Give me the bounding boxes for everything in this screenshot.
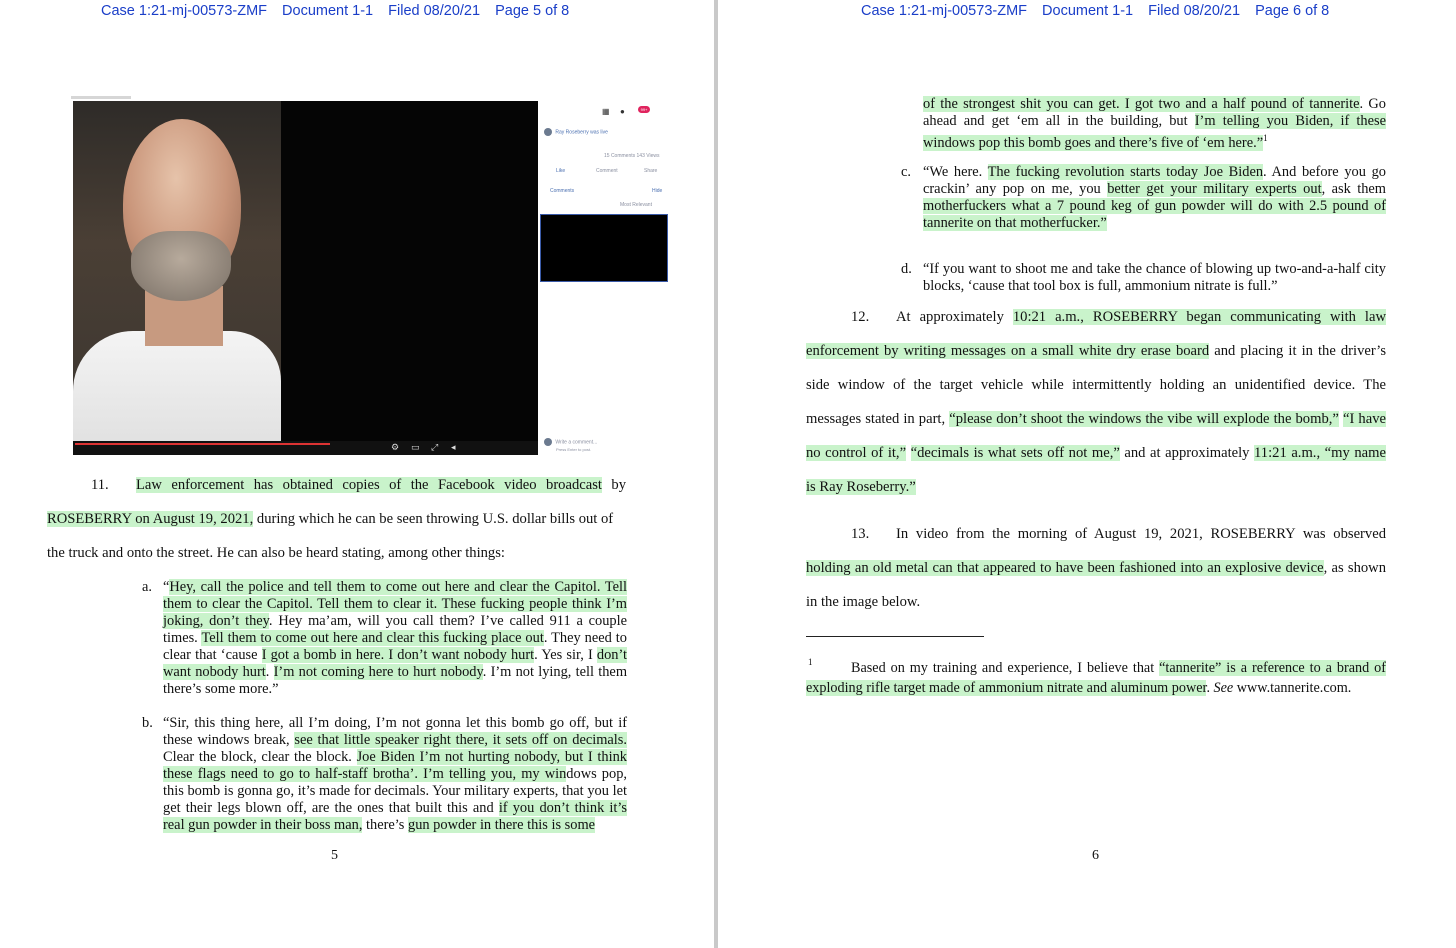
quote-d-body: “If you want to shoot me and take the chance of blowing up two-and-a-half city blocks, ‘cause that tool box is full, ammonium nitrate is full.” (923, 261, 1386, 294)
highlight: “tannerite” is a reference to a brand of (1159, 660, 1386, 676)
text: . Hey ma’am, will you call them? I’ve called 911 a couple times. (163, 613, 627, 646)
fb-comment-button: Comment (596, 168, 618, 174)
notification-badge: 99+ (638, 106, 650, 113)
filed-date: Filed 08/20/21 (1148, 3, 1241, 19)
page-number: 6 (1092, 848, 1099, 863)
highlight: Tell them to come out here and clear this fucking place out (201, 630, 544, 646)
highlight: see that little speaker right there, it sets off on decimals. (294, 732, 628, 748)
text: At approximately (896, 309, 1004, 325)
captions-icon: ▭ (411, 443, 420, 453)
text: messages stated in part, (806, 411, 950, 427)
page-header (101, 3, 580, 19)
highlight: if you don’t think it’s real gun powder in their boss man, (163, 800, 627, 833)
fullscreen-icon: ⤢ (431, 443, 439, 453)
text: . I’m not lying, tell them there’s some more.” (163, 664, 628, 697)
text: there’s (362, 817, 408, 833)
footnote-line-1 (851, 660, 1386, 677)
quote-d-label: d. (901, 261, 912, 277)
highlight: don’t want nobody hurt (163, 647, 627, 680)
highlight: better get your military experts out (1107, 181, 1322, 197)
para-12-line-2 (806, 343, 1386, 360)
highlight: Hey, call the police and tell them to come out here and clear the Capitol. Tell them to clear the Capitol. Tell them to clear it. These fucking people think I’m joking, don’t they (163, 579, 627, 629)
para-11-line-2 (47, 511, 613, 528)
text: . Go ahead and get ‘em all in the building, but (923, 96, 1386, 129)
text: . They need to clear that ‘cause (163, 630, 627, 663)
video-controls-bar (73, 441, 538, 455)
para-11-line-3: the truck and onto the street. He can also be heard stating, among other things: (47, 545, 505, 561)
footnote-separator (806, 636, 984, 637)
quote-b-body (163, 715, 627, 834)
text: . And before you go crackin’ any pop on me, you (923, 164, 1387, 197)
text: “Sir, this thing here, all I’m doing, I’m not gonna let this bomb go off, but if these windows break, (163, 715, 627, 748)
text: “ (163, 579, 170, 595)
para-13-number: 13. (851, 526, 870, 542)
page-number: 5 (331, 848, 338, 863)
para-12-line-6 (806, 479, 916, 496)
messenger-icon: ● (620, 107, 625, 116)
text: Based on my training and experience, I believe that (851, 660, 1160, 676)
facebook-video-screenshot (71, 96, 663, 460)
highlight: “decimals is what sets off not me,” (910, 445, 1120, 461)
quote-b-label: b. (142, 715, 153, 731)
see-signal: See (1213, 680, 1234, 696)
highlight: The fucking revolution starts today Joe Biden (987, 164, 1264, 180)
highlight: no control of it,” (806, 445, 907, 461)
highlight: ROSEBERRY on August 19, 2021, (47, 511, 254, 527)
text: “We here. (923, 164, 988, 180)
footnote-ref: 1 (1263, 133, 1268, 143)
para-12-number: 12. (851, 309, 870, 325)
para-12-line-4 (806, 411, 1386, 428)
page-indicator: Page 5 of 8 (495, 3, 570, 19)
para-13-line-3: in the image below. (806, 594, 921, 610)
settings-icon: ⚙ (391, 443, 400, 453)
quote-a-body (163, 579, 627, 698)
fb-most-relevant: Most Relevant (620, 202, 652, 208)
profile-avatar (544, 128, 552, 136)
fb-status: was live (590, 129, 608, 136)
fb-hide-link: Hide (652, 188, 663, 194)
text: . Yes sir, I (534, 647, 597, 663)
highlight: 10:21 a.m., ROSEBERRY began communicating with law (1012, 309, 1386, 325)
highlight: exploding rifle target made of ammonium nitrate and aluminum power (806, 680, 1207, 696)
para-12-line-5 (806, 445, 1386, 462)
highlight: I’m telling you Biden, if these windows pop this bomb goes and there’s five of ‘em here.” (923, 113, 1386, 151)
text: dows pop, this bomb is gonna go, it’s made for decimals. Your military experts, that you let get their legs blown off, are the ones that built this and (163, 766, 627, 816)
figure-top-line (71, 96, 131, 99)
highlight: Law enforcement has obtained copies of the Facebook video broadcast (136, 477, 602, 493)
highlight: motherfuckers what a 7 pound keg of gun powder will do with 2.5 pound of tannerite on that motherfucker.” (923, 198, 1386, 231)
photo-shirt (73, 331, 281, 455)
footnote-number: 1 (808, 657, 813, 667)
quote-b-continuation-body (923, 96, 1386, 152)
para-11-line-1 (136, 477, 626, 494)
fb-write-comment-text: Write a comment... (555, 439, 598, 446)
highlight: 11:21 a.m., “my name (1254, 445, 1386, 461)
fb-press-enter: Press Enter to post. (556, 447, 592, 452)
fb-profile-name: Ray Roseberry (555, 129, 589, 136)
page-indicator: Page 6 of 8 (1255, 3, 1330, 19)
photo-beard (131, 231, 231, 301)
highlight: holding an old metal can that appeared to have been fashioned into an explosive device (806, 560, 1324, 576)
para-11-number: 11. (91, 477, 109, 493)
quote-a-label: a. (142, 579, 152, 595)
highlight: I got a bomb in here. I don’t want nobody hurt (261, 647, 535, 663)
text: Clear the block, clear the block. (163, 749, 357, 765)
page-header (861, 3, 1340, 19)
highlight: is Ray Roseberry.” (806, 479, 916, 495)
text: and at approximately (1119, 445, 1255, 461)
case-number: Case 1:21-mj-00573-ZMF (101, 3, 267, 19)
document-page-6 (718, 0, 1456, 948)
text: , as shown (1323, 560, 1386, 576)
video-progress (75, 443, 330, 445)
quote-c-label: c. (901, 164, 911, 180)
text: . (265, 664, 274, 680)
fb-write-comment (544, 438, 597, 446)
text: , ask them (1321, 181, 1386, 197)
volume-icon: ◂ (451, 443, 456, 453)
fb-like-button: Like (556, 168, 566, 174)
fb-stats: 15 Comments 143 Views (604, 153, 660, 159)
document-number: Document 1-1 (282, 3, 374, 19)
highlight: “please don’t shoot the windows the vibe will explode the bomb,” (949, 411, 1339, 427)
para-12-line-1 (896, 309, 1386, 326)
video-frame (73, 101, 538, 455)
grid-icon: ▦ (602, 107, 610, 116)
highlight: “I have (1343, 411, 1386, 427)
para-12-line-3: side window of the target vehicle while intermittently holding an unidentified device. The (806, 377, 1386, 393)
fb-profile-row (544, 128, 608, 136)
para-13-line-1: In video from the morning of August 19, 2021, ROSEBERRY was observed (896, 526, 1386, 542)
text: and placing it in the driver’s (1209, 343, 1386, 359)
facebook-sidebar (540, 101, 663, 455)
footnote-line-2 (806, 680, 1351, 697)
text: by (611, 477, 626, 493)
highlight: enforcement by writing messages on a small white dry erase board (806, 343, 1210, 359)
commenter-avatar (544, 438, 552, 446)
text: . (1206, 680, 1214, 696)
case-number: Case 1:21-mj-00573-ZMF (861, 3, 1027, 19)
highlight: I’m not coming here to hurt nobody (273, 664, 483, 680)
quote-c-body (923, 164, 1386, 232)
para-13-line-2 (806, 560, 1386, 577)
highlight: Joe Biden I’m not hurting nobody, but I think these flags need to go to half-staff brotha’. I’m telling you, my win (163, 749, 627, 782)
redacted-comment-box (540, 214, 668, 282)
document-page-5 (0, 0, 714, 948)
highlight: gun powder in there this is some (408, 817, 596, 833)
filed-date: Filed 08/20/21 (388, 3, 481, 19)
fb-share-button: Share (644, 168, 658, 174)
text: during which he can be seen throwing U.S. dollar bills out of (253, 511, 614, 527)
text: www.tannerite.com. (1233, 680, 1352, 696)
document-number: Document 1-1 (1042, 3, 1134, 19)
person-photo (73, 101, 281, 455)
fb-comments-label: Comments (550, 188, 575, 194)
highlight: of the strongest shit you can get. I got two and a half pound of tannerite (923, 96, 1360, 112)
text (906, 445, 911, 461)
